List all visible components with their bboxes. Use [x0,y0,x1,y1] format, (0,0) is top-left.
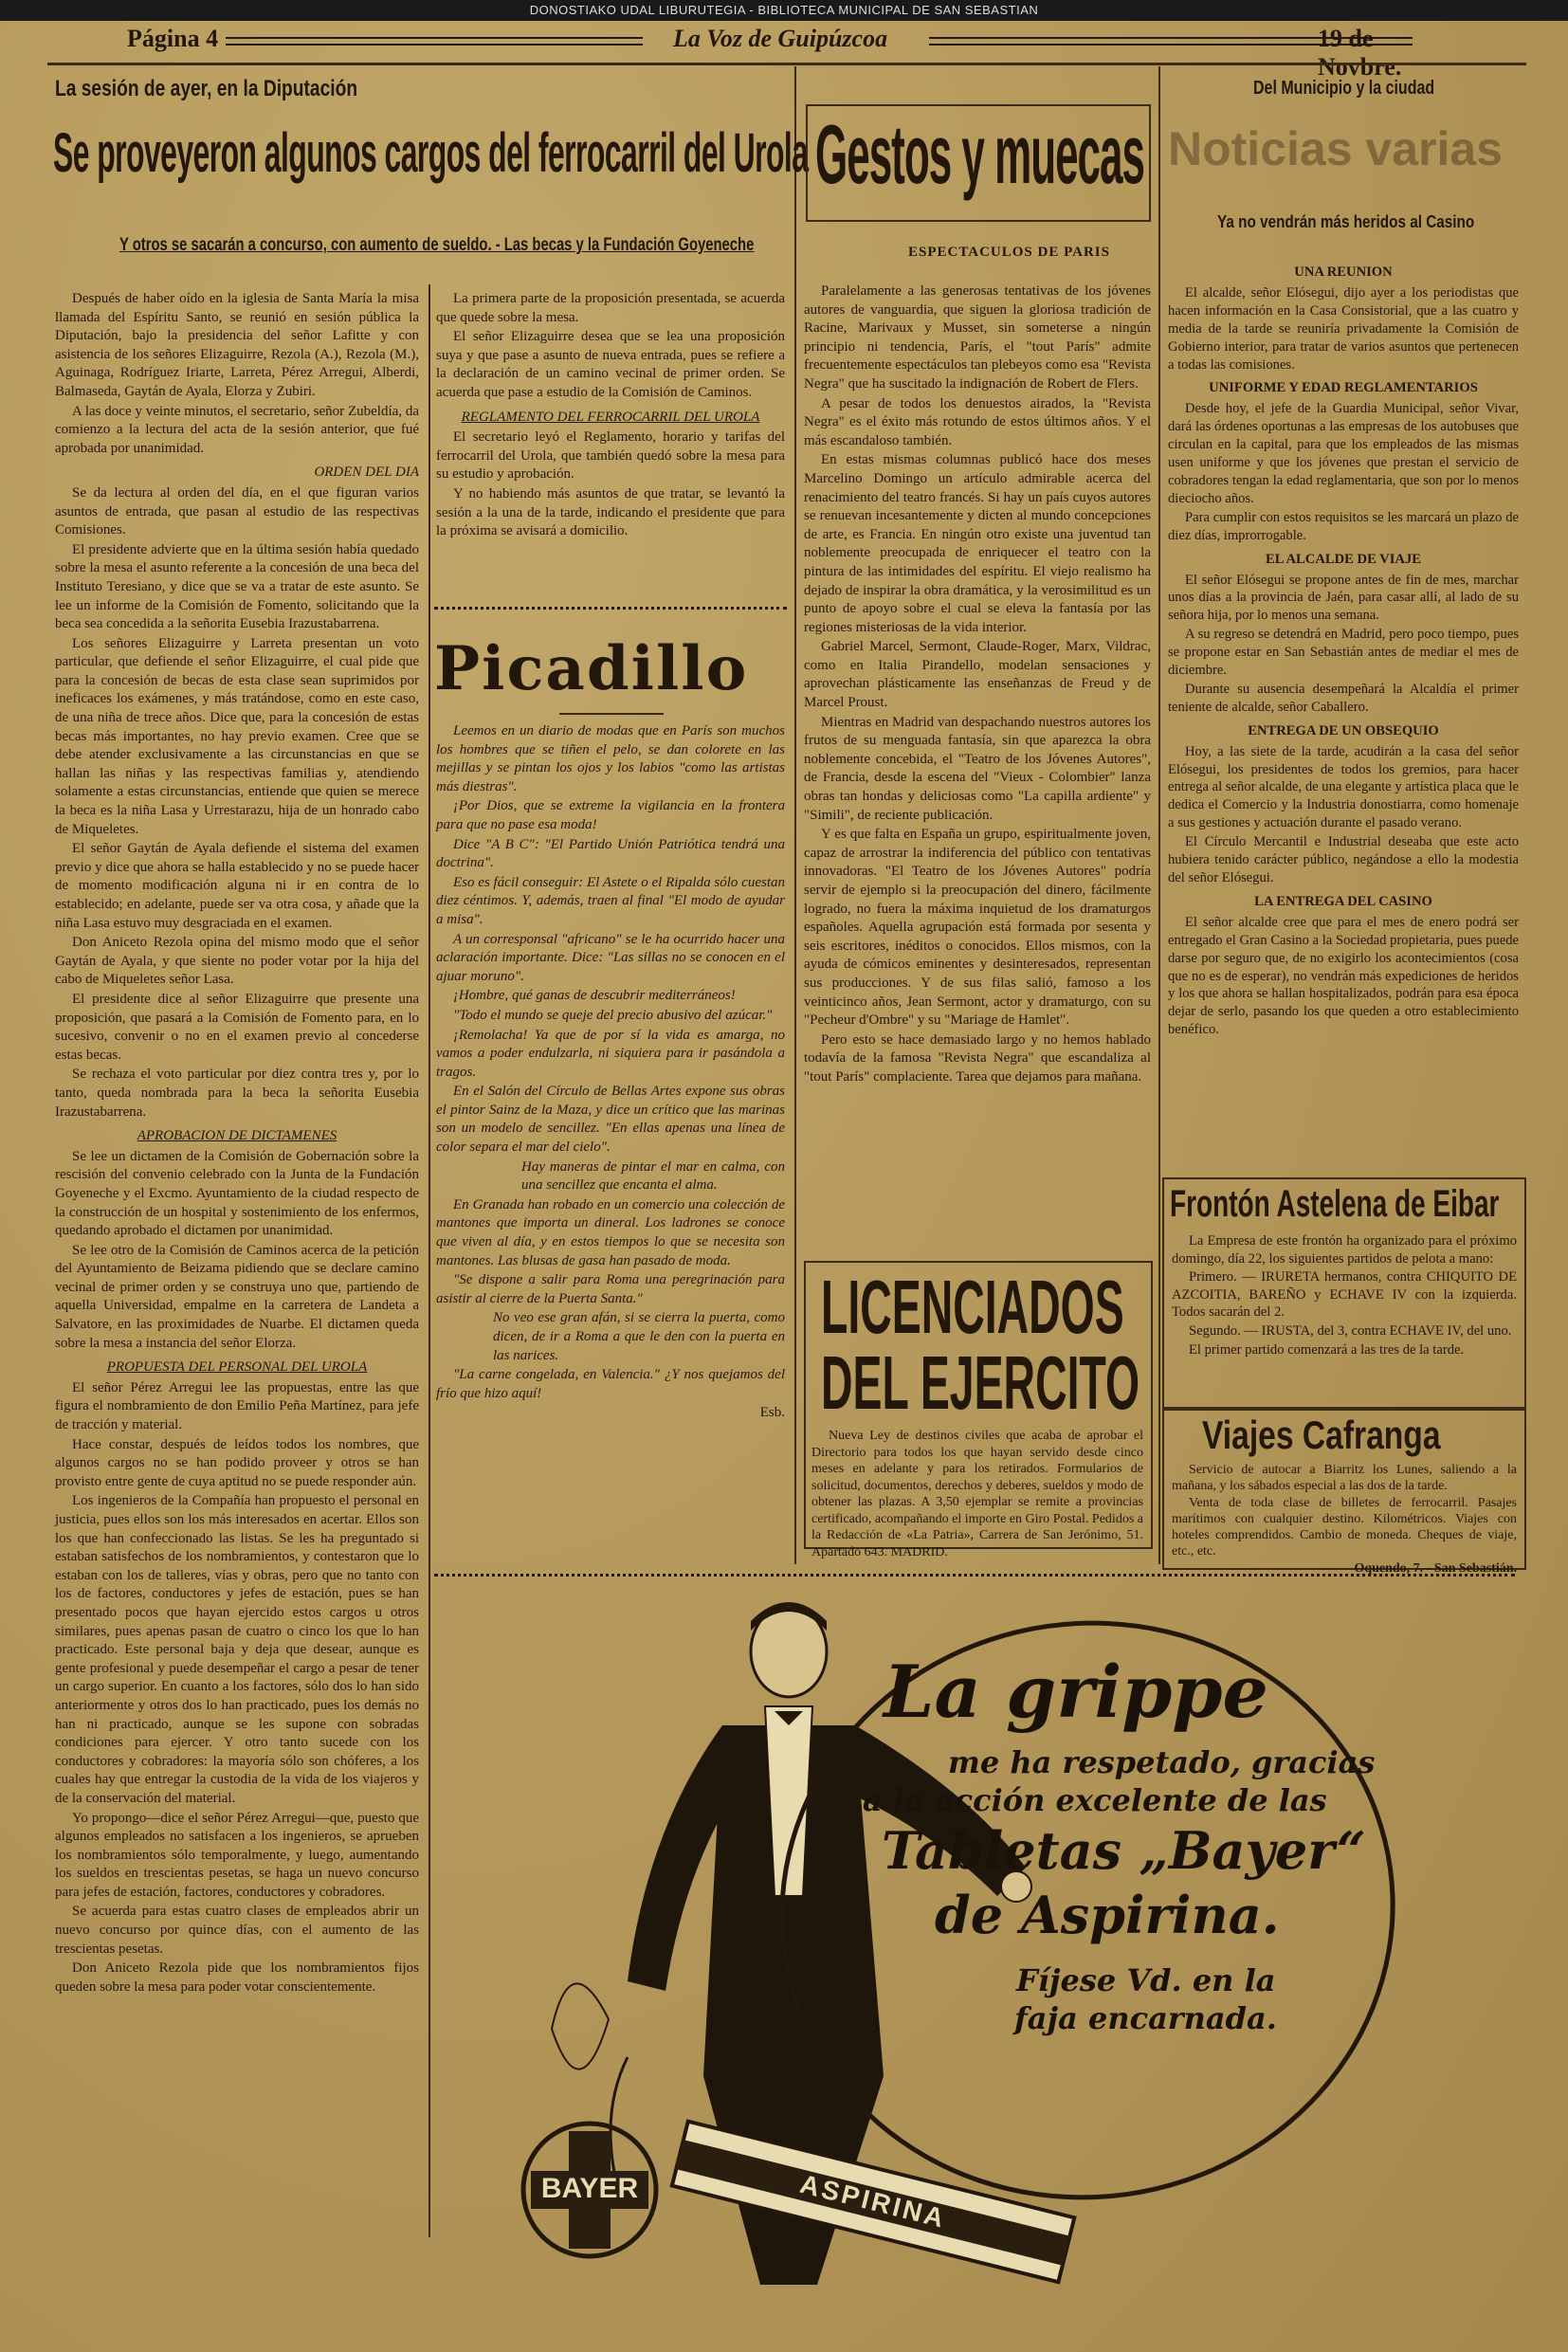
paragraph: Don Aniceto Rezola pide que los nombramientos fijos queden sobre la mesa para poder votar conscientemente. [55,1960,419,1995]
paragraph: La Empresa de este frontón ha organizado para el próximo domingo, día 22, los siguientes partidos de pelota a mano: [1172,1233,1517,1267]
column-divider [1158,66,1160,1564]
paragraph: Hoy, a las siete de la tarde, acudirán a la casa del señor Elósegui, los presidentes de todos los gremios, para hacer entrega al señor alcalde, de una elegante y artística placa que le dedica el Comercio y la Industria donostiarra, como homenaje a sus gestiones y actuación durante el pasado verano. [1168,743,1519,831]
paragraph: A un corresponsal "africano" se le ha ocurrido hacer una aclaración importante. Dice: "Las sillas no se conocen en el ajuar moruno". [436,931,785,984]
fronton-title: Frontón Astelena de Eibar [1170,1183,1500,1225]
paragraph: Se lee otro de la Comisión de Caminos acerca de la petición del Ayuntamiento de Beizama pidiendo que se declare camino vecinal de primer orden y se construya uno que, partiendo de aquella Universidad, empalme en la carretera de Landeta a Salvatore, en las proximidades de Nuarbe. El dictamen queda sobre la mesa a instancia del señor Elorza. [55,1242,419,1351]
municipio-subhead: Ya no vendrán más heridos al Casino [1217,212,1475,231]
licenciados-body [811,1428,1143,1559]
paragraph: Se acuerda para estas cuatro clases de empleados abrir un nuevo concurso por quince días, con el aumento de las trescientas pesetas. [55,1904,419,1957]
ad-line-4: Tabletas „Bayer“ [882,1820,1366,1881]
bayer-cross-label: BAYER [540,2173,639,2204]
paragraph: ¡Por Dios, que se extreme la vigilancia en la frontera para que no pase esa moda! [436,798,785,832]
paragraph: Venta de toda clase de billetes de ferrocarril. Pasajes marítimos con cualquier destino. Kilométricos. Viajes con hoteles comprendidos. Cambio de moneda. Cheques de viaje, etc., etc. [1172,1496,1517,1559]
paragraph: El señor Elizaguirre desea que se lea una proposición suya y que pase a asunto de nueva entrada, pues se refiere a la declaración de un camino vecinal de primer orden. Se acuerda que pase a estudio de la Comisión de Caminos. [436,329,785,400]
municipio-headline: Noticias varias [1168,122,1503,175]
ad-line-3: a la acción excelente de las [863,1782,1327,1818]
section-heading: ORDEN DEL DIA [314,465,419,481]
ad-line-1: La grippe [884,1650,1268,1734]
paragraph: "Todo el mundo se queje del precio abusivo del azúcar." [453,1007,773,1023]
paragraph: A su regreso se detendrá en Madrid, pero poco tiempo, pues se propone estar en San Sebastián antes de mediar el mes de diciembre. [1168,627,1519,679]
paragraph: Don Aniceto Rezola opina del mismo modo que el señor Gaytán de Ayala, y que siente no poder votar por la hija del cabo de Miqueletes señor Lasa. [55,935,419,988]
paragraph: Eso es fácil conseguir: El Astete o el Ripalda sólo cuestan diez céntimos. Y, además, traen al final "El modo de ayudar a misa". [436,874,785,927]
paragraph: En estas mismas columnas publicó hace dos meses Marcelino Domingo un artículo admirable acerca del renacimiento del teatro francés. Si hay un país cuyos autores se renuevan incesantemente y dicten al mundo concepciones de arte, es Francia. En ningún otro existe una juventud tan noblemente preocupada de enriquecer el teatro con la pintura de las intimidades del espíritu. El viejo realismo ha dejado de inspirar la obra dramática, y la verosimilitud es un punto de apoyo sobre el cual se eleva la fantasía por las regiones misteriosas de la vida interior. [804,452,1151,635]
paragraph: Leemos en un diario de modas que en París son muchos los hombres que se tiñen el pelo, se dan colorete en las mejillas y se pintan los ojos y los labios "como las artistas más diestras". [436,723,785,794]
paragraph: El señor alcalde cree que para el mes de enero podrá ser entregado el Gran Casino a la Sociedad propietaria, pues puede darse por seguro que, de no exigirlo los acontecimientos (cosa que no es de esperar), no vendrán más expediciones de heridos y los que ahora se hallan hospitalizados, podrán para esa época dejar de serlo, pasando los que queden a otro establecimiento benéfico. [1168,914,1519,1038]
paragraph: Y no habiendo más asuntos de que tratar, se levantó la sesión a la una de la tarde, indicando el presidente que para la próxima se avisará a domicilio. [436,485,785,539]
licenciados-title-1: LICENCIADOS [821,1265,1124,1349]
ad-line-7: faja encarnada. [1014,2000,1277,2036]
viajes-body [1172,1462,1517,1576]
title-underline [559,713,664,715]
paragraph: Segundo. — IRUSTA, del 3, contra ECHAVE IV, del uno. [1189,1322,1512,1339]
paragraph: Durante su ausencia desempeñará la Alcaldía el primer teniente de alcalde, señor Caballero. [1168,681,1519,715]
paragraph: Pero esto se hace demasiado largo y no hemos hablado todavía de la famosa "Revista Negra" que escandaliza al "tout París" complaciente. Tarea que dejamos para mañana. [804,1031,1151,1085]
newspaper-name: La Voz de Guipúzcoa [673,25,888,52]
page-number: Página 4 [127,25,219,52]
section-heading: APROBACION DE DICTAMENES [137,1128,337,1144]
gestos-section: ESPECTACULOS DE PARIS [908,245,1110,260]
paragraph: Dice "A B C": "El Partido Unión Patriótica tendrá una doctrina". [436,836,785,871]
diputacion-subhead: Y otros se sacarán a concurso, con aumento de sueldo. - Las becas y la Fundación Goyeneche [119,235,755,255]
address: Oquendo, 7. - San Sebastián. [1354,1561,1517,1576]
section-heading: ENTREGA DE UN OBSEQUIO [1248,722,1439,738]
gestos-column [804,283,1151,1249]
paragraph: En Granada han robado en un comercio una colección de mantones que importa un dineral. Los ladrones se conoce que viven al día, y en estos tiempos lo que se necesita son mantones. Las blusas de gasa han pasado de moda. [436,1196,785,1268]
municipio-kicker: Del Municipio y la ciudad [1253,78,1435,99]
paragraph: El Círculo Mercantil e Industrial deseaba que este acto hubiera tenido carácter público, negándose a ello la modestia del señor Elósegui. [1168,834,1519,885]
paragraph: ¡Remolacha! Ya que de por sí la vida es amarga, no vamos a poder endulzarla, ni siquiera para ir pasándola a tragos. [436,1027,785,1080]
signature: Esb. [759,1405,785,1421]
masthead [114,25,1460,81]
paragraph: ¡Hombre, qué ganas de descubrir mediterráneos! [453,988,736,1004]
section-heading: PROPUESTA DEL PERSONAL DEL UROLA [106,1359,368,1376]
licenciados-title-2: DEL EJERCITO [821,1340,1140,1425]
paragraph: La primera parte de la proposición presentada, se acuerda que quede sobre la mesa. [436,291,785,325]
paragraph: A las doce y veinte minutos, el secretario, señor Zubeldía, da comienzo a la lectura del acta de la sesión anterior, que fué aprobada por unanimidad. [55,403,419,456]
section-heading: UNA REUNION [1294,264,1393,280]
column-divider [428,284,430,2237]
paragraph: El alcalde, señor Elósegui, dijo ayer a los periodistas que hacen información en la Casa Consistorial, que a las cuatro y media de la tarde se reuniría privadamente la Comisión de Gobierno interior, para tratar de varios asuntos que pertenecen a todas las comisiones. [1168,284,1519,373]
paragraph: Nueva Ley de destinos civiles que acaba de aprobar el Directorio para todos los que hayan servido desde cinco meses en adelante y para los retirados. Formularios de solicitud, documentos, derechos y deberes, sueldos y modo de obtener las plazas. A 3,50 ejemplar se remite a provincias certificado, acompañando el importe en Giro Postal. Pedidos a la Redacción de «La Patria», Carrera de San Jerónimo, 51. Apartado 643. MADRID. [811,1429,1143,1559]
paragraph: "La carne congelada, en Valencia." ¿Y nos quejamos del frío que hizo aquí! [436,1367,785,1401]
picadillo-title: Picadillo [434,633,749,704]
aspirina-ad [438,1583,1519,2285]
library-banner: DONOSTIAKO UDAL LIBURUTEGIA - BIBLIOTECA MUNICIPAL DE SAN SEBASTIAN [0,0,1568,21]
paragraph: Paralelamente a las generosas tentativas de los jóvenes autores de vanguardia, que siguen la gloriosa tradición de Racine, Marivaux y Musset, sin someterse a ningún principio ni tendencia, París, el "tout París" admite frecuentemente espectáculos tan plebeyos como esa "Revista Negra" que ha suscitado la indignación de Robert de Flers. [804,283,1151,392]
fronton-body [1172,1232,1517,1403]
paragraph: Los señores Elizaguirre y Larreta presentan un voto particular, que defiende el señor Elizaguirre, el cual pide que para la concesión de becas de esta clase sean suprimidos por ineficaces los exámenes, y más tratándose, como en este caso, de una niña de trece años. Dice que, para la concesión de estas becas más importantes, no hay previo examen. Cree que se debe atender exclusivamente a las circunstancias en que se hallan las niñas y las respectivas familias y, atendiendo solamente a estas circunstancias, entiende que quien se merece la beca es la niña Lasa y Urrestarazu, hija de un honrado cabo de Miqueletes. [55,635,419,837]
paragraph: Se da lectura al orden del día, en el que figuran varios asuntos de entrada, que pasan al estudio de las respectivas Comisiones. [55,484,419,538]
column-divider [794,66,796,1564]
issue-date: 19 de Novbre. [1318,25,1402,81]
masthead-rule-left [226,37,643,46]
paragraph: Para cumplir con estos requisitos se les marcará un plazo de diez días, improrrogable. [1168,509,1519,543]
ad-line-6: Fíjese Vd. en la [1016,1962,1276,1998]
paragraph: Servicio de autocar a Biarritz los Lunes, saliendo a la mañana, y los sábados especial a las dos de la tarde. [1172,1463,1517,1493]
paragraph: El presidente dice al señor Elizaguirre que presente una proposición, que pasará a la Comisión de Fomento para, en lo sucesivo, convenir o no en el examen previo al concederse estas becas. [55,991,419,1063]
section-heading: REGLAMENTO DEL FERROCARRIL DEL UROLA [461,409,760,425]
section-heading: EL ALCALDE DE VIAJE [1266,551,1421,567]
gestos-title: Gestos y muecas [815,107,1144,201]
paragraph: Se lee un dictamen de la Comisión de Gobernación sobre la rescisión del convenio celebrado con la Junta de la Fundación Goyeneche y el Excmo. Ayuntamiento de la ciudad respecto de la construcción de un hospital y sostenimiento de los enfermos, quedando aprobado el dictamen por unanimidad. [55,1148,419,1239]
ad-line-5: de Aspirina. [935,1885,1280,1945]
paragraph: El primer partido comenzará a las tres de la tarde. [1189,1341,1465,1358]
verse: Hay maneras de pintar el mar en calma, con una sencillez que encanta el alma. [521,1158,785,1194]
diputacion-column-2 [436,290,785,584]
section-heading: LA ENTREGA DEL CASINO [1254,893,1432,909]
paragraph: Hace constar, después de leídos todos los nombres, que algunos cargos no se han podido proveer y otros se han provisto entre gente de cuya aptitud no se puede responder aún. [55,1436,419,1489]
paragraph: El señor Elósegui se propone antes de fin de mes, marchar unos días a la provincia de Jaén, para casar allí, al lado de su señora hija, por lo menos una semana. [1168,572,1519,624]
paragraph: "Se dispone a salir para Roma una peregrinación para asistir al cierre de la Puerta Santa." [436,1272,785,1306]
paragraph: Los ingenieros de la Compañía han propuesto el personal en justicia, pues ellos son los más interesados en acertar. Ellos son los que han confeccionado las listas. Se les ha preguntado si estaban satisfechos de los nombramientos, y contestaron que lo estaban con los de talleres, vías y obras, pero que no tanto con los de factores, conductores y jefes de estación, pues se han presentado pocos que hayan ejercido estos cargos u otros similares, pues apenas pasan de cuatro o cinco los que lo han practicado. Este personal baja y deja que desear, aunque es gente profesional y puede desempeñar el cargo a pesar de tener un cargo superior. En cuanto a los factores, sólo dos lo han sido anteriormente y otros dos lo han practicado, pues los demás no han ni practicado, aunque se les supone con sobradas condiciones para ejercer. Y otro tanto sucede con los conductores y cobradores: la mayoría sólo son chóferes, a los cuales hay que entregar la custodia de la vida de los viajeros y de la conservación del material. [55,1493,419,1806]
paragraph: A pesar de todos los denuestos airados, la "Revista Negra" es el éxito más rotundo de estos últimos años. Y el más escandaloso también. [804,395,1151,448]
paragraph: El señor Pérez Arregui lee las propuestas, entre las que figura el nombramiento de don Emilio Peña Martínez, para jefe de tracción y material. [55,1379,419,1433]
paragraph: Y es que falta en España un grupo, espiritualmente joven, capaz de arrostrar la indiferencia del público con tentativas innovadoras. "El Teatro de los Jóvenes Autores" podría servir de ejemplo si la preocupación del dinero, fácilmente logrado, no fuera la máxima inquietud de los dramaturgos españoles. Aquella agrupación está formada por sesenta y seis escritores, inéditos o conocidos. Ellos mismos, con la ayuda de cómicos eminentes y desinteresados, representan sus producciones. Y de sus filas salió, famoso a los veinticinco años, Jean Sermont, actor y dramaturgo, con su "Pecheur d'Ombre" y su "Mariage de Hamlet". [804,827,1151,1029]
section-heading: UNIFORME Y EDAD REGLAMENTARIOS [1209,380,1478,396]
picadillo-column [436,722,785,1547]
paragraph: Se rechaza el voto particular por diez contra tres y, por lo tanto, queda nombrada para la beca la señorita Eusebia Irazustabarrena. [55,1067,419,1120]
masthead-divider [47,63,1526,65]
paragraph: El señor Gaytán de Ayala defiende el sistema del examen previo y dice que ahora se halla establecido y no se puede hacer de momento modificación alguna ni ir en contra de lo establecido; en adelante, puede ser va otra cosa, y añade que la niña Lasa estuvo muy desgraciada en el examen. [55,841,419,931]
paragraph: Después de haber oído en la iglesia de Santa María la misa llamada del Espíritu Santo, se reunió en sesión pública la Diputación, bajo la presidencia del señor Lafitte y con asistencia de los señores Elizaguirre, Rezola (A.), Rezola (M.), Aguinaga, Rodríguez Iriarte, Larreta, Pérez Arregui, Alberdi, Balmaseda, Gaytán de Ayala, Elorza y Zubiri. [55,291,419,399]
viajes-title: Viajes Cafranga [1202,1413,1441,1457]
diputacion-headline: Se proveyeron algunos cargos del ferrocarril del Urola [53,122,809,184]
paragraph: Mientras en Madrid van despachando nuestros autores los frutos de su menguada fantasía, sin que aparezca la obra noblemente concebida, el "Teatro de los Jóvenes Autores", de Francia, desde la escena del "Vieux - Colombier" lanza obras tan hondas y deliciosas como "La capilla ardiente" y "Simili", de reciente publicación. [804,714,1151,823]
diputacion-kicker: La sesión de ayer, en la Diputación [55,76,358,101]
paragraph: En el Salón del Círculo de Bellas Artes expone sus obras el pintor Sainz de la Maza, y dice un crítico que las marinas son un modelo de sencillez. "En ellas apenas una línea de color separa el mar del cielo". [436,1084,785,1156]
municipio-column [1168,258,1519,1177]
diputacion-column-1 [55,290,419,2233]
paragraph: El presidente advierte que en la última sesión había quedado sobre la mesa el asunto referente a la concesión de una beca del Instituto Teresiano, y dice que se va a tratar de este asunto. Se lee un informe de la Comisión de Fomento, solicitando que la beca sea concedida a la señorita Eusebia Irazustabarrena. [55,541,419,632]
paragraph: Desde hoy, el jefe de la Guardia Municipal, señor Vivar, dará las órdenes oportunas a las empresas de los autobuses que circulan en la capital, para que los empleados de las mismas usen uniforme y que los jóvenes que prestan el servicio de cobradores tengan la edad reglamentaria, que son por lo menos dieciocho años. [1168,401,1519,506]
paragraph: El secretario leyó el Reglamento, horario y tarifas del ferrocarril del Urola, que también quedó sobre la mesa para su estudio y aprobación. [436,429,785,483]
paragraph: Gabriel Marcel, Sermont, Claude-Roger, Marx, Vildrac, como en Italia Pirandello, modelan sensaciones y aprovechan plásticamente las enseñanzas de Freud y de Marcel Proust. [804,639,1151,711]
aspirina-box-label: ASPIRINA [796,2168,950,2234]
paragraph: Primero. — IRURETA hermanos, contra CHIQUITO DE AZCOITIA, BAREÑO y ECHAVE IV con la izquierda. Todos sacarán del 2. [1172,1269,1517,1321]
paragraph: Yo propongo—dice el señor Pérez Arregui—que, puesto que algunos empleados no satisfacen a los ingenieros, se aprueben los nombramientos sólo temporalmente, y luego, aumentando los sueldos en trescientas pesetas, se haga un nuevo concurso para jefes de estación, factores, conductores y cobradores. [55,1810,419,1900]
separator [434,607,787,615]
ad-line-2: me ha respetado, gracias [948,1744,1376,1780]
separator [434,1574,1515,1582]
verse: No veo ese gran afán, si se cierra la puerta, como dicen, de ir a Roma a que le den con la puerta en las narices. [493,1310,785,1363]
